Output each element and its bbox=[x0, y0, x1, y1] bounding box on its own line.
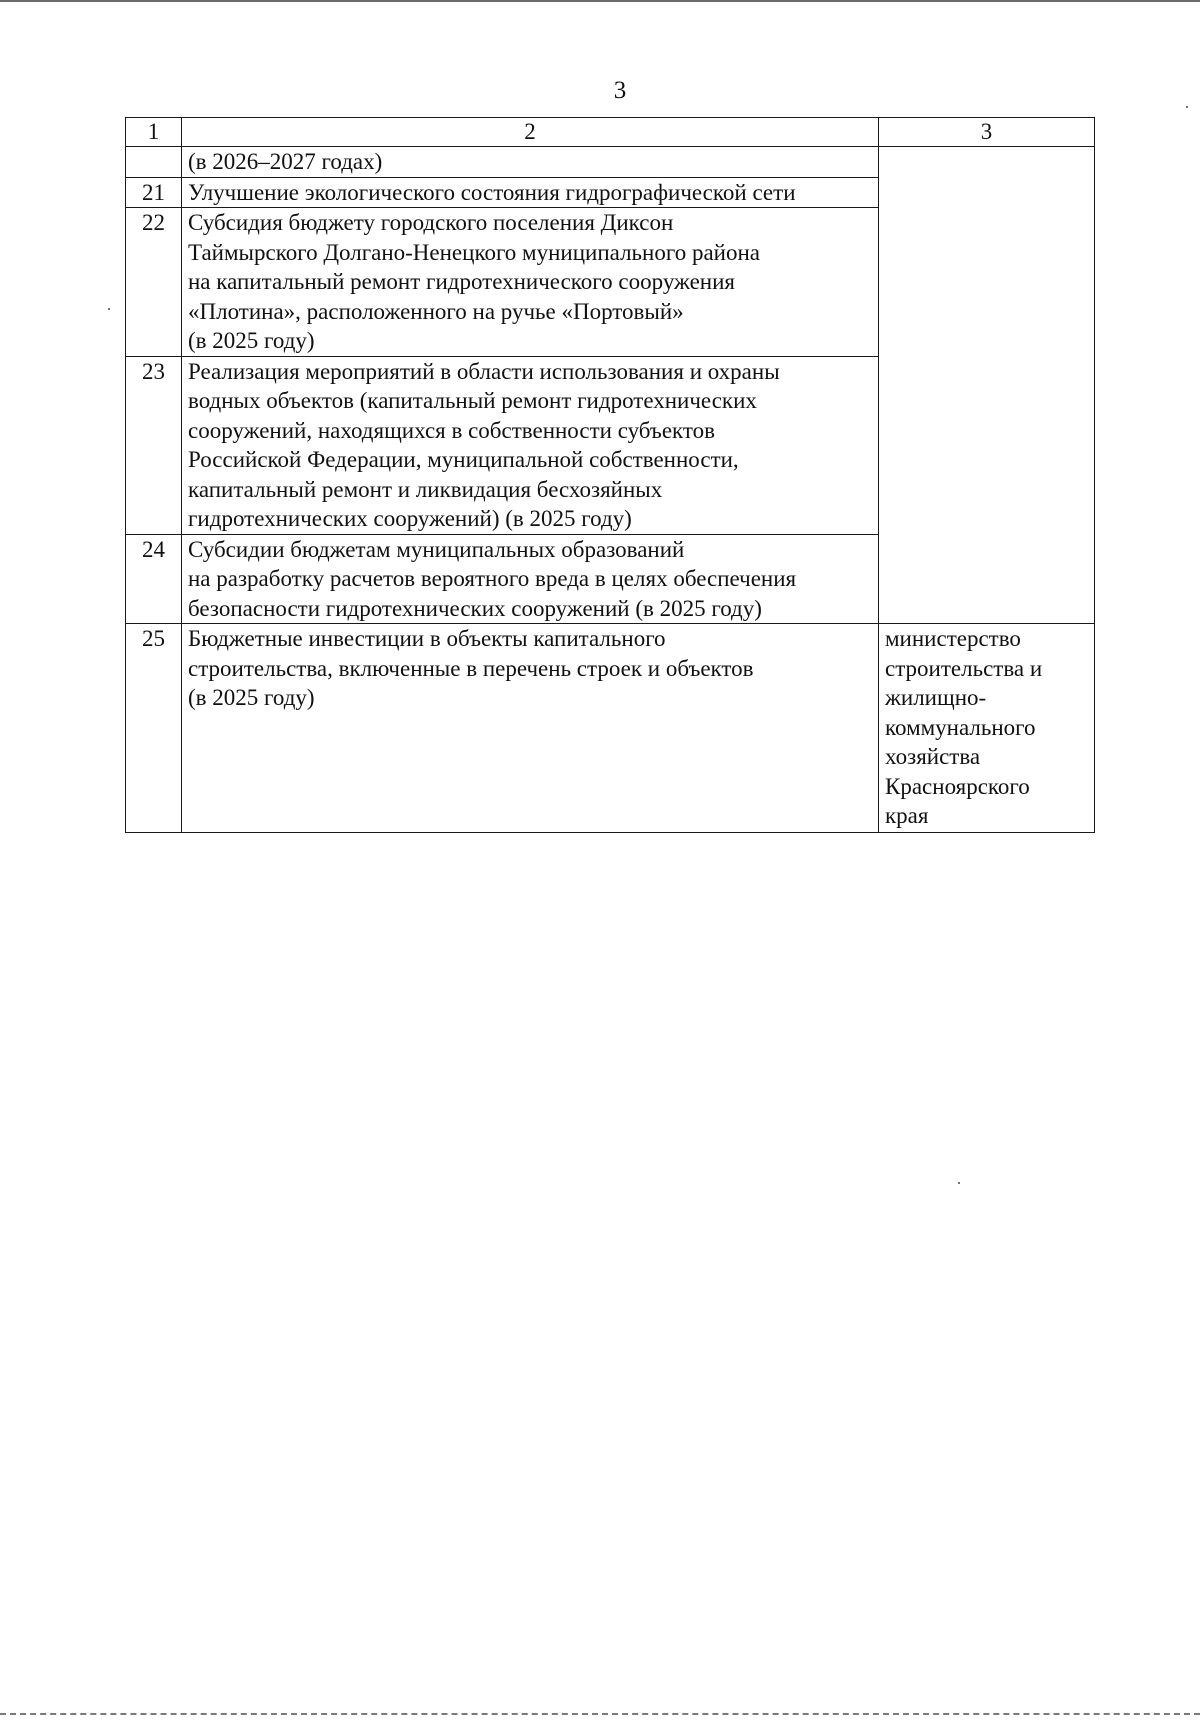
page-number: 3 bbox=[613, 77, 627, 104]
scan-top-edge bbox=[0, 0, 1200, 2]
row-description: Субсидия бюджету городского поселения Диксон Таймырского Долгано-Ненецкого муниципального района на капитальный ремонт гидротехнического сооружения «Плотина», расположенного на ручье «Портовый» (в 2025 году) bbox=[182, 208, 879, 357]
responsible-cell-empty bbox=[879, 147, 1095, 624]
scan-speck bbox=[1186, 106, 1188, 108]
row-number bbox=[126, 147, 182, 178]
responsible-authority: министерство строительства и жилищно- коммунального хозяйства Красноярского края bbox=[879, 624, 1095, 833]
column-header-3: 3 bbox=[879, 118, 1095, 147]
table-row bbox=[126, 624, 1095, 833]
row-number: 25 bbox=[126, 624, 182, 833]
scan-bottom-edge bbox=[0, 1713, 1200, 1715]
scan-speck bbox=[108, 308, 110, 310]
row-number: 23 bbox=[126, 356, 182, 534]
column-header-2: 2 bbox=[182, 118, 879, 147]
table-header-row bbox=[126, 118, 1095, 147]
column-header-1: 1 bbox=[126, 118, 182, 147]
row-number: 24 bbox=[126, 534, 182, 624]
scan-speck bbox=[958, 1182, 960, 1184]
row-description: Бюджетные инвестиции в объекты капитального строительства, включенные в перечень строек и объектов (в 2025 году) bbox=[182, 624, 879, 833]
row-number: 22 bbox=[126, 208, 182, 357]
table-row bbox=[126, 147, 1095, 178]
row-description: Субсидии бюджетам муниципальных образований на разработку расчетов вероятного вреда в целях обеспечения безопасности гидротехнических сооружений (в 2025 году) bbox=[182, 534, 879, 624]
row-description: Реализация мероприятий в области использования и охраны водных объектов (капитальный ремонт гидротехнических сооружений, находящихся в собственности субъектов Российской Федерации, муниципальной собственности, капитальный ремонт и ликвидация бесхозяйных гидротехнических сооружений) (в 2025 году) bbox=[182, 356, 879, 534]
row-number: 21 bbox=[126, 177, 182, 208]
row-description: Улучшение экологического состояния гидрографической сети bbox=[182, 177, 879, 208]
measures-table bbox=[125, 117, 1095, 833]
row-description: (в 2026–2027 годах) bbox=[182, 147, 879, 178]
